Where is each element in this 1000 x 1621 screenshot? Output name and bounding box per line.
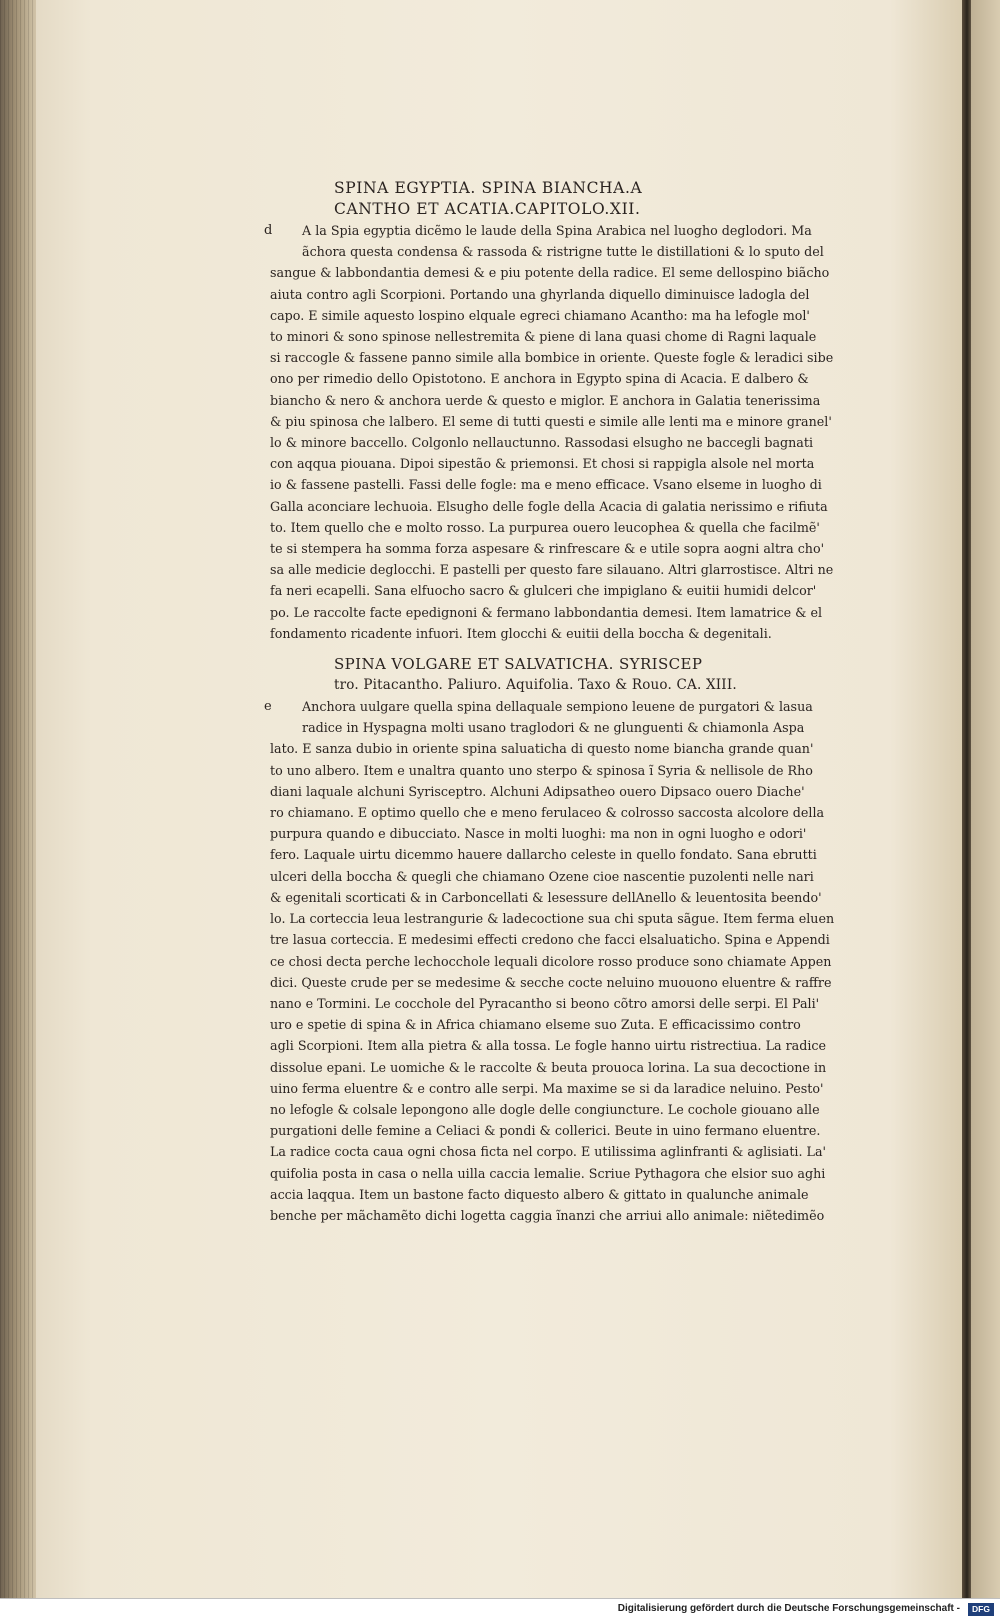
text-line bbox=[270, 972, 870, 993]
text-line bbox=[270, 432, 870, 453]
line-text: Anchora uulgare quella spina dellaquale sempiono leuene de purgatori & lasua bbox=[302, 699, 813, 715]
line-text: agli Scorpioni. Item alla pietra & alla tossa. Le fogle hanno uirtu ristrectiua. La radice bbox=[270, 1038, 827, 1054]
adjacent-page-edge bbox=[971, 0, 1000, 1621]
line-text: fondamento ricadente infuori. Item glocchi & euitii della boccha & degenitali. bbox=[270, 625, 772, 641]
text-line bbox=[270, 368, 870, 389]
chapter-heading-line: tro. Pitacantho. Paliuro. Aquifolia. Taxo & Rouo. CA. XIII. bbox=[334, 677, 737, 694]
text-line bbox=[270, 602, 870, 623]
dfg-logo: DFG bbox=[968, 1603, 994, 1616]
text-line bbox=[270, 866, 870, 887]
line-text: ce chosi decta perche lechocchole lequali dicolore rosso produce sono chiamate Appen bbox=[270, 953, 832, 969]
line-text: no lefogle & colsale lepongono alle dogle delle congiuncture. Le cochole giouano alle bbox=[270, 1101, 820, 1117]
chapter-heading-line: CANTHO ET ACATIA.CAPITOLO.XII. bbox=[334, 200, 641, 218]
text-line bbox=[270, 993, 870, 1014]
line-text: po. Le raccolte facte epedignoni & fermano labbondantia demesi. Item lamatrice & el bbox=[270, 604, 823, 620]
line-text: sa alle medicie deglocchi. E pastelli per questo fare silauano. Altri glarrostisce. Altri ne bbox=[270, 562, 834, 578]
text-line bbox=[270, 453, 870, 474]
text-line bbox=[270, 390, 870, 411]
text-line bbox=[270, 887, 870, 908]
text-line bbox=[270, 474, 870, 495]
line-text: to. Item quello che e molto rosso. La purpurea ouero leucophea & quella che facilmẽ' bbox=[270, 519, 820, 535]
text-line bbox=[270, 1163, 870, 1184]
text-line bbox=[270, 781, 870, 802]
text-line bbox=[270, 908, 870, 929]
line-text: benche per mãchamẽto dichi logetta caggia ĩnanzi che arriui allo animale: niẽtedimẽo bbox=[270, 1207, 825, 1223]
line-text: nano e Tormini. Le cocchole del Pyracantho si beono cõtro amorsi delle serpi. El Pali' bbox=[270, 995, 820, 1011]
line-text: dissolue epani. Le uomiche & le raccolte & beuta prouoca lorina. La sua decoctione in bbox=[270, 1059, 827, 1075]
text-line bbox=[264, 220, 870, 241]
line-text: sangue & labbondantia demesi & e piu potente della radice. El seme dellospino biãcho bbox=[270, 265, 830, 281]
chapter-heading-line: SPINA VOLGARE ET SALVATICHA. SYRISCEP bbox=[334, 655, 703, 674]
line-text: accia laqqua. Item un bastone facto diquesto albero & gittato in qualunche animale bbox=[270, 1186, 809, 1202]
line-text: uino ferma eluentre & e contro alle serpi. Ma maxime se si da laradice neluino. Pesto' bbox=[270, 1080, 824, 1096]
text-line bbox=[270, 284, 870, 305]
text-line bbox=[270, 760, 870, 781]
text-line bbox=[270, 580, 870, 601]
line-text: si raccogle & fassene panno simile alla bombice in oriente. Queste fogle & leradici sibe bbox=[270, 350, 834, 366]
text-line bbox=[270, 326, 870, 347]
text-line bbox=[270, 1078, 870, 1099]
line-text: Galla aconciare lechuoia. Elsugho delle fogle della Acacia di galatia nerissimo e rifiuta bbox=[270, 498, 828, 514]
text-line bbox=[270, 1057, 870, 1078]
text-line bbox=[270, 951, 870, 972]
line-text: biancho & nero & anchora uerde & questo e miglor. E anchora in Galatia tenerissima bbox=[270, 392, 821, 408]
text-line bbox=[270, 1120, 870, 1141]
text-line bbox=[270, 1205, 870, 1226]
line-text: to minori & sono spinose nellestremita & piene di lana quasi chome di Ragni laquale bbox=[270, 329, 817, 345]
text-line bbox=[270, 1141, 870, 1162]
text-line bbox=[270, 347, 870, 368]
text-line bbox=[270, 823, 870, 844]
line-text: diani laquale alchuni Syrisceptro. Alchuni Adipsatheo ouero Dipsaco ouero Diache' bbox=[270, 783, 805, 799]
text-line bbox=[270, 1099, 870, 1120]
text-line bbox=[270, 305, 870, 326]
line-text: A la Spia egyptia dicẽmo le laude della Spina Arabica nel luogho deglodori. Ma bbox=[302, 223, 812, 238]
line-text: La radice cocta caua ogni chosa ficta nel corpo. E utilissima aglinfranti & aglisiati. La' bbox=[270, 1144, 827, 1160]
line-text: & egenitali scorticati & in Carboncellati & lesessure dellAnello & leuentosita beendo' bbox=[270, 889, 822, 905]
page-block-edge bbox=[0, 0, 40, 1621]
line-text: ono per rimedio dello Opistotono. E anchora in Egypto spina di Acacia. E dalbero & bbox=[270, 371, 809, 387]
line-text: lo & minore baccello. Colgonlo nellauctunno. Rassodasi elsugho ne baccegli bagnati bbox=[270, 435, 814, 451]
line-text: dici. Queste crude per se medesime & secche cocte neluino muouono eluentre & raffre bbox=[270, 974, 832, 990]
margin-letter: d bbox=[264, 223, 273, 238]
line-text: lo. La corteccia leua lestrangurie & ladecoctione sua chi sputa sãgue. Item ferma eluen bbox=[270, 911, 835, 927]
line-text: purpura quando e dibucciato. Nasce in molti luoghi: ma non in ogni luogho e odori' bbox=[270, 826, 807, 842]
text-line bbox=[270, 717, 870, 738]
text-line bbox=[270, 538, 870, 559]
line-text: & piu spinosa che lalbero. El seme di tutti questi e simile alle lenti ma e minore granel' bbox=[270, 413, 832, 429]
chapter-heading-line: SPINA EGYPTIA. SPINA BIANCHA.A bbox=[334, 179, 643, 197]
line-text: tre lasua corteccia. E medesimi effecti credono che facci elsaluaticho. Spina e Appendi bbox=[270, 932, 830, 948]
line-text: fa neri ecapelli. Sana elfuocho sacro & glulceri che impiglano & euitii humidi delcor' bbox=[270, 583, 817, 599]
text-line bbox=[270, 411, 870, 432]
line-text: io & fassene pastelli. Fassi delle fogle: ma e meno efficace. Vsano elseme in luogho di bbox=[270, 477, 822, 493]
funding-credit: Digitalisierung gefördert durch die Deutsche Forschungsgemeinschaft - bbox=[617, 1603, 960, 1614]
text-line bbox=[270, 517, 870, 538]
digitization-footer bbox=[0, 1598, 1000, 1621]
line-text: quifolia posta in casa o nella uilla caccia lemalie. Scriue Pythagora che elsior suo aghi bbox=[270, 1165, 826, 1181]
margin-letter: e bbox=[264, 699, 272, 715]
section-gap bbox=[270, 644, 870, 654]
line-text: radice in Hyspagna molti usano traglodori & ne glunguenti & chiamonla Aspa bbox=[302, 720, 805, 736]
text-line bbox=[270, 241, 870, 262]
line-text: to uno albero. Item e unaltra quanto uno sterpo & spinosa ĩ Syria & nellisole de Rho bbox=[270, 762, 813, 778]
text-line bbox=[270, 1184, 870, 1205]
line-text: aiuta contro agli Scorpioni. Portando una ghyrlanda diquello diminuisce ladogla del bbox=[270, 286, 810, 302]
line-text: ro chiamano. E optimo quello che e meno ferulaceo & colrosso saccosta alcolore della bbox=[270, 805, 825, 821]
line-text: ãchora questa condensa & rassoda & ristrigne tutte le distillationi & lo sputo del bbox=[302, 244, 824, 260]
line-text: capo. E simile aquesto lospino elquale egreci chiamano Acantho: ma ha lefogle mol' bbox=[270, 307, 810, 323]
text-column bbox=[264, 178, 870, 1226]
text-line bbox=[270, 738, 870, 759]
line-text: lato. E sanza dubio in oriente spina saluaticha di questo nome biancha grande quan' bbox=[270, 741, 814, 757]
chapter-body bbox=[264, 696, 870, 1226]
line-text: uro e spetie di spina & in Africa chiamano elseme suo Zuta. E efficacissimo contro bbox=[270, 1017, 801, 1033]
text-line bbox=[270, 844, 870, 865]
chapter-body bbox=[264, 220, 870, 644]
line-text: ulceri della boccha & quegli che chiamano Ozene cioe nascentie puzolenti nelle nari bbox=[270, 868, 814, 884]
text-line bbox=[270, 1035, 870, 1056]
text-line bbox=[270, 559, 870, 580]
line-text: purgationi delle femine a Celiaci & pondi & collerici. Beute in uino fermano eluentre. bbox=[270, 1123, 821, 1139]
line-text: fero. Laquale uirtu dicemmo hauere dallarcho celeste in quello fondato. Sana ebrutti bbox=[270, 847, 817, 863]
text-line bbox=[270, 496, 870, 517]
text-line bbox=[270, 802, 870, 823]
text-line bbox=[270, 623, 870, 644]
text-line bbox=[270, 1014, 870, 1035]
line-text: te si stempera ha somma forza aspesare & rinfrescare & e utile sopra aogni altra cho' bbox=[270, 541, 825, 557]
text-line bbox=[270, 929, 870, 950]
line-text: con aqqua piouana. Dipoi sipestão & priemonsi. Et chosi si rappigla alsole nel morta bbox=[270, 456, 815, 472]
text-line bbox=[264, 696, 870, 717]
text-line bbox=[270, 262, 870, 283]
